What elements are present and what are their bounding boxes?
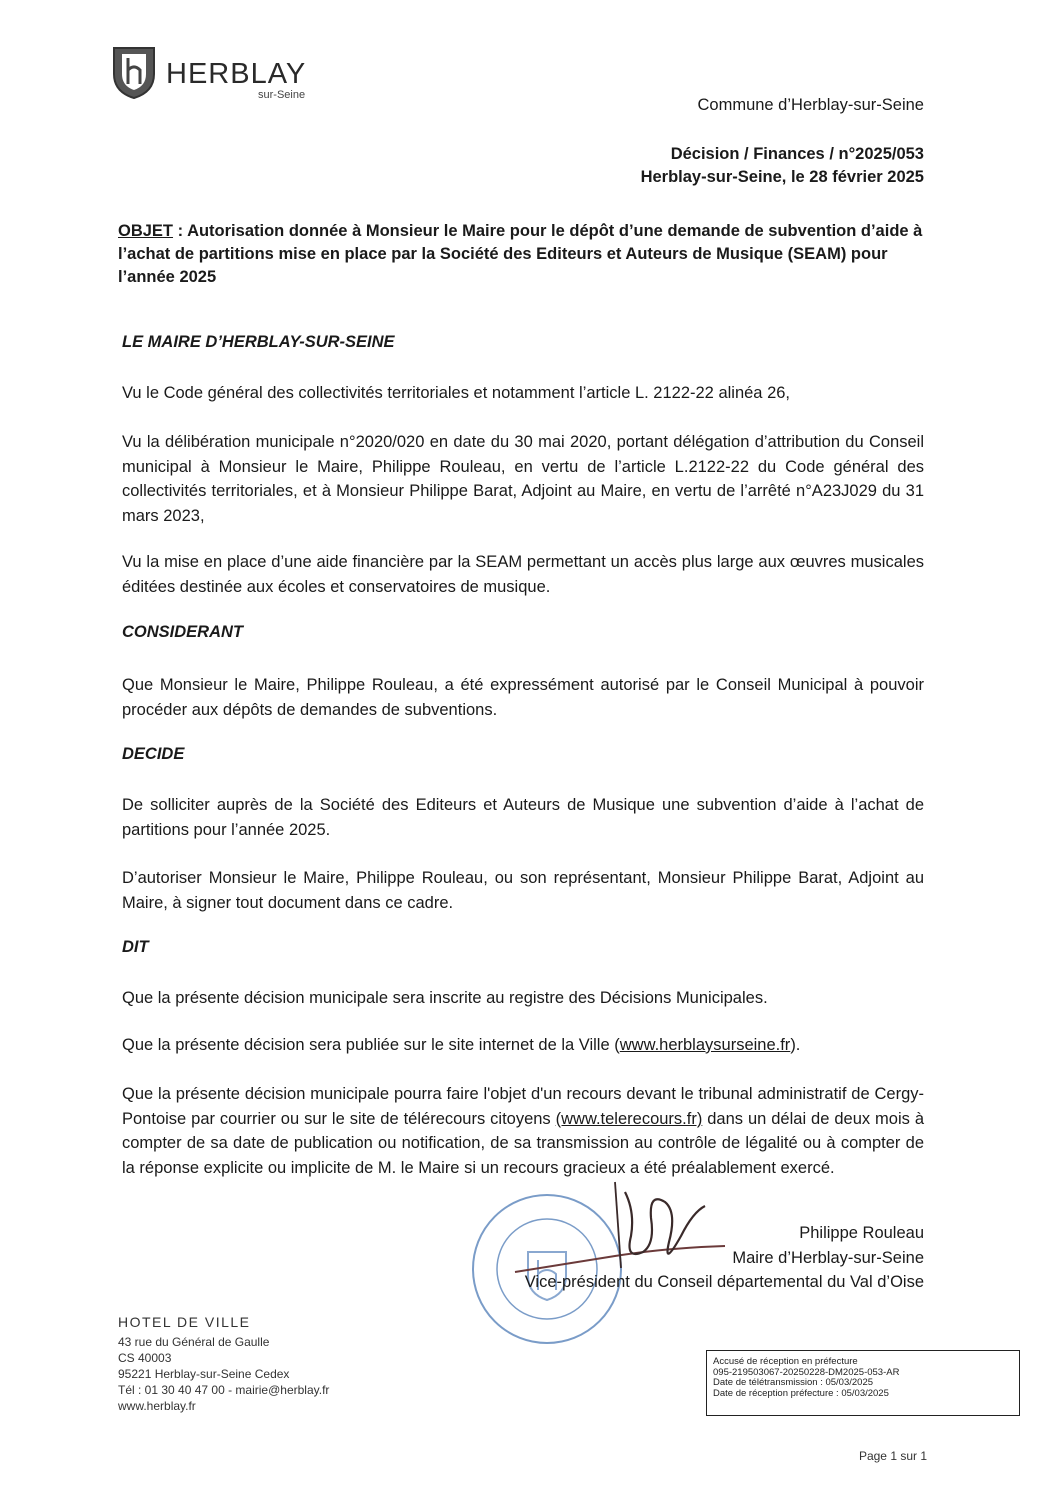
objet-text: : Autorisation donnée à Monsieur le Maire pour le dépôt d’une demande de subvention d’aide à l’achat de partitions mise en place par la Société des Editeurs et Auteurs de Musique (SEAM) pour l’année 2025 [118, 222, 923, 286]
prefecture-receipt-stamp [706, 1350, 1020, 1416]
footer-title: HOTEL DE VILLE [118, 1314, 251, 1330]
footer-line: Tél : 01 30 40 47 00 - mairie@herblay.fr [118, 1383, 330, 1397]
vu-paragraph-2: Vu la délibération municipale n°2020/020 en date du 30 mai 2020, portant délégation d’attribution du Conseil municipal à Monsieur le Maire, Philippe Rouleau, en vertu de l’article L.2122-22 du Code général des collectivités territoriales, et à Monsieur Philippe Barat, Adjoint au Maire, en vertu de l’arrêté n°A23J029 du 31 mars 2023, [122, 433, 924, 525]
dit-paragraph-2 [122, 1033, 924, 1058]
maire-heading: LE MAIRE D’HERBLAY-SUR-SEINE [122, 333, 395, 351]
dit-3-text-after: dans un délai de deux mois à compter de sa date de publication ou notification, de sa transmission au contrôle de légalité ou à compter de la réponse explicite ou implicite de M. le Maire si un recours gracieux a été préalablement exercé. [122, 1109, 924, 1177]
decide-paragraph-1: De solliciter auprès de la Société des Editeurs et Auteurs de Musique une subvention d’aide à l’achat de partitions pour l’année 2025. [122, 796, 924, 839]
vu-paragraph-1: Vu le Code général des collectivités territoriales et notamment l’article L. 2122-22 alinéa 26, [122, 384, 791, 402]
considerant-heading: CONSIDERANT [122, 623, 244, 641]
vu-paragraph-3: Vu la mise en place d’une aide financière par la SEAM permettant un accès plus large aux œuvres musicales éditées destinée aux écoles et conservatoires de musique. [122, 553, 924, 596]
stamp-line: Date de télétransmission : 05/03/2025 [713, 1377, 874, 1388]
objet-label: OBJET [118, 222, 174, 240]
decide-paragraph-2: D’autoriser Monsieur le Maire, Philippe Rouleau, ou son représentant, Monsieur Philippe Barat, Adjoint au Maire, à signer tout document dans ce cadre. [122, 869, 924, 912]
footer-line: www.herblay.fr [118, 1399, 196, 1413]
dit-paragraph-3 [122, 1082, 924, 1180]
dit-2-text-before: Que la présente décision sera publiée sur le site internet de la Ville ( [122, 1036, 620, 1054]
footer-line: 95221 Herblay-sur-Seine Cedex [118, 1367, 290, 1381]
crest-icon [104, 40, 164, 100]
place-date: Herblay-sur-Seine, le 28 février 2025 [640, 168, 924, 186]
dit-3-text-before: Que la présente décision municipale pourra faire l'objet d'un recours devant le tribunal administratif de Cergy-Pontoise par courrier ou sur le site de télérecours citoyens [122, 1085, 924, 1128]
logo [104, 40, 164, 100]
decision-reference: Décision / Finances / n°2025/053 [670, 145, 924, 163]
commune-name: Commune d’Herblay-sur-Seine [697, 96, 924, 114]
dit-paragraph-1: Que la présente décision municipale sera inscrite au registre des Décisions Municipales. [122, 989, 768, 1007]
logo-wordmark: HERBLAY [166, 58, 307, 90]
telerecours-link[interactable]: (www.telerecours.fr) [555, 1109, 703, 1128]
objet-paragraph [118, 220, 926, 289]
dit-heading: DIT [122, 938, 149, 956]
signatory-title-mayor: Maire d’Herblay-sur-Seine [732, 1248, 924, 1267]
stamp-line: Date de réception préfecture : 05/03/2025 [713, 1387, 889, 1399]
page-number: Page 1 sur 1 [858, 1449, 927, 1463]
signatory-name: Philippe Rouleau [799, 1224, 924, 1242]
herblay-website-link[interactable]: www.herblaysurseine.fr [619, 1036, 791, 1054]
signature-block [525, 1221, 924, 1295]
footer-address [118, 1334, 329, 1414]
footer-line: CS 40003 [118, 1351, 172, 1365]
stamp-line: Accusé de réception en préfecture [713, 1356, 858, 1367]
decide-heading: DECIDE [122, 745, 185, 763]
logo-subtitle: sur-Seine [258, 89, 306, 101]
footer-line: 43 rue du Général de Gaulle [118, 1335, 270, 1349]
dit-2-text-after: ). [790, 1036, 801, 1054]
stamp-line: 095-219503067-20250228-DM2025-053-AR [713, 1366, 900, 1378]
considerant-paragraph: Que Monsieur le Maire, Philippe Rouleau, a été expressément autorisé par le Conseil Municipal à pouvoir procéder aux dépôts de demandes de subventions. [122, 676, 924, 719]
signatory-title-vice-president: Vice-président du Conseil départemental du Val d’Oise [524, 1273, 924, 1291]
